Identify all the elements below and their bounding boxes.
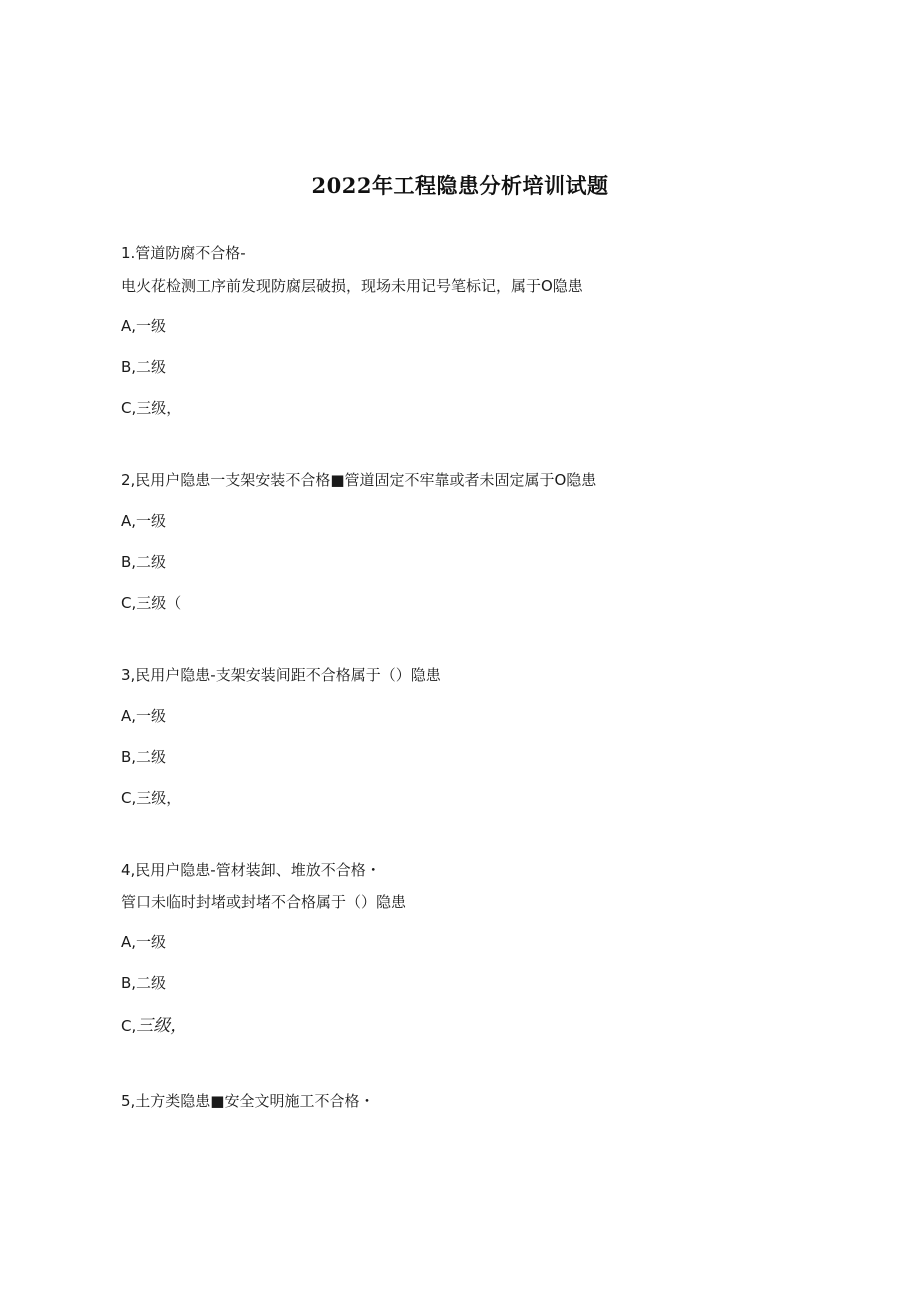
- question-4-stem-line-2: 管口未临时封堵或封堵不合格属于（）隐患: [121, 893, 407, 911]
- question-4-option-a: A,一级: [121, 933, 167, 951]
- page-title: 2022年工程隐患分析培训试题: [311, 173, 609, 198]
- question-1-option-c: C,三级，: [121, 399, 182, 417]
- question-1-stem-line-2: 电火花检测工序前发现防腐层破损，现场未用记号笔标记，属于O隐患: [121, 277, 583, 295]
- question-4-option-c-letter: C,: [121, 1017, 137, 1035]
- question-3-option-c: C,三级，: [121, 789, 182, 807]
- question-3-stem-line-1: 3,民用户隐患-支架安装间距不合格属于（）隐患: [121, 666, 441, 684]
- question-2-stem-line-1: 2,民用户隐患一支架安装不合格■管道固定不牢靠或者未固定属于O隐患: [121, 471, 597, 489]
- question-4-option-b: B,二级: [121, 974, 167, 992]
- question-2-option-a: A,一级: [121, 512, 167, 530]
- question-1-option-a: A,一级: [121, 317, 167, 335]
- question-4-stem-line-1: 4,民用户隐患-管材装卸、堆放不合格・: [121, 861, 381, 879]
- question-1-stem-line-1: 1.管道防腐不合格-: [121, 244, 246, 262]
- question-4-option-c-text: 三级，: [136, 1016, 188, 1036]
- question-3-option-b: B,二级: [121, 748, 167, 766]
- question-4-option-c: [121, 1016, 187, 1036]
- question-2-option-b: B,二级: [121, 553, 167, 571]
- question-1-option-b: B,二级: [121, 358, 167, 376]
- question-3-option-a: A,一级: [121, 707, 167, 725]
- question-5-stem-line-1: 5,土方类隐患■安全文明施工不合格・: [121, 1092, 375, 1110]
- question-2-option-c: C,三级（: [121, 594, 182, 612]
